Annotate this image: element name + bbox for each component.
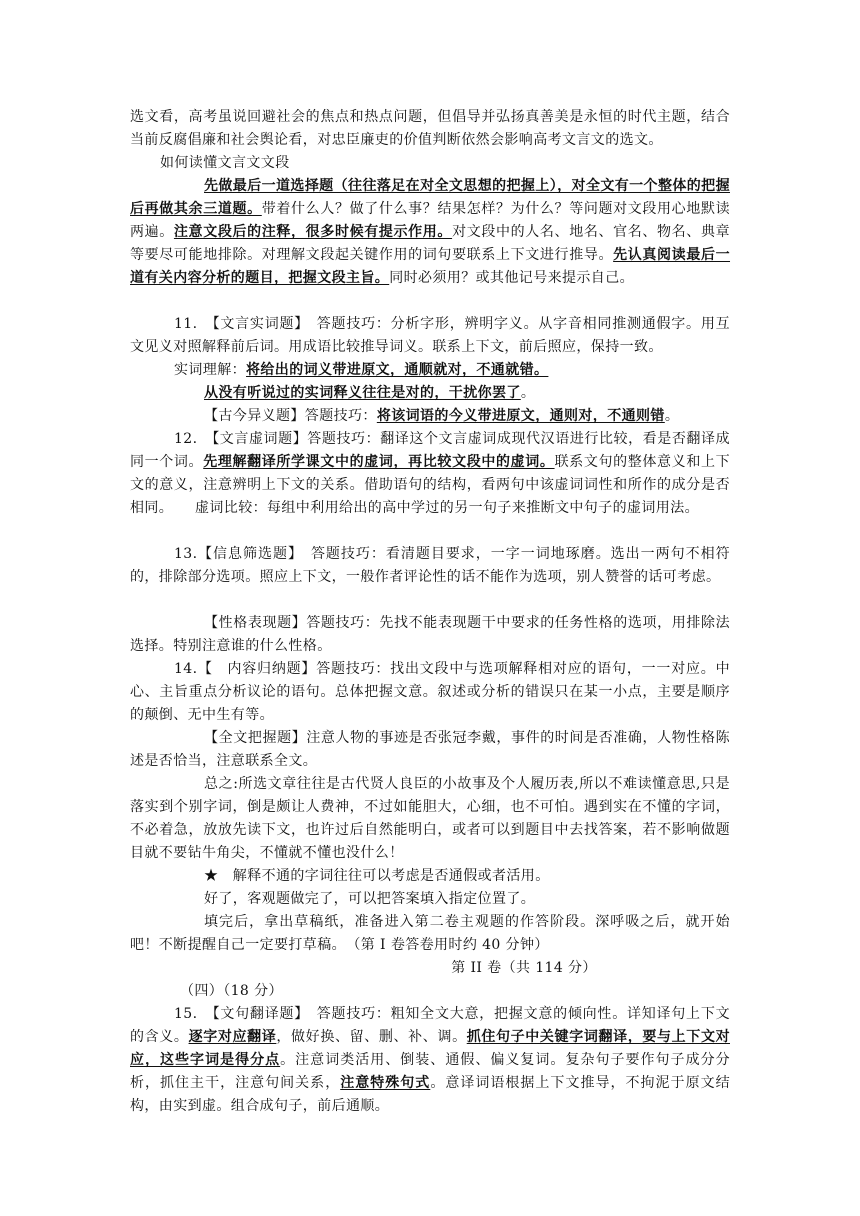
section-four-heading: （四）（18 分） [180, 983, 283, 999]
paragraph-objective-done: 好了，客观题做完了，可以把答案填入指定位置了。 [204, 891, 536, 907]
text-q15-intro: 15. 【文句翻译题】 答题技巧：粗知全文大意，把握文意的倾向性。详知译句上下文的含义。 [130, 1006, 730, 1045]
paragraph-q13: 13.【信息筛选题】 答题技巧：看清题目要求，一字一词地琢磨。选出一两句不相符的，排除部分选项。照应上下文，一般作者评论性的话不能作为选项，别人赞誉的话可考虑。 [130, 546, 730, 585]
text-period: 。 [664, 408, 680, 424]
emphasis-key-words: 抓住句子中关键字词翻译，要与上下文对应，这些字词是得分点 [130, 1029, 730, 1068]
text-marks: 同时必须用？或其他记号来提示自己。 [389, 270, 635, 286]
heading-how-to-read: 如何读懂文言文文段 [160, 155, 290, 171]
emphasis-last-question-first: 先做最后一道选择题（往往落足在对全文思想的把握上），对全文有一个整体的把握后再做其余三道题。 [130, 178, 730, 217]
text-q12-rest: 联系文句的整体意义和上下文的意义，注意辨明上下文的关系。借助语句的结构，看两句中该虚词词性和所作的成分是否相同。 虚词比较：每组中利用给出的高中学过的另一句子来推断文中句子的虚词用法。 [130, 454, 730, 516]
paragraph-ancient-modern [130, 405, 730, 428]
paragraph-reading-steps [130, 175, 730, 290]
paragraph-character: 【性格表现题】答题技巧：先找不能表现题干中要求的任务性格的选项，用排除法选择。特别注意谁的什么性格。 [130, 615, 730, 654]
text-q12-intro: 12. 【文言虚词题】答题技巧：翻译这个文言虚词成现代汉语进行比较，看是否翻译成同一个词。 [130, 431, 730, 470]
emphasis-notes: 注意文段后的注释，很多时候有提示作用。 [173, 224, 453, 240]
label-content-words: 实词理解： [174, 362, 246, 378]
text-read-twice: 带着什么人？做了什么事？结果怎样？为什么？等问题对文段用心地默读两遍。 [130, 201, 730, 240]
label-ancient-modern: 【古今异义题】答题技巧： [204, 408, 377, 424]
paragraph-summary: 总之:所选文章往往是古代贤人良臣的小故事及个人履历表,所以不难读懂意思,只是落实到个别字词，倒是颇让人费神，不过如能胆大，心细，也不可怕。遇到实在不懂的字词，不必着急，放放先读下文，也许过后自然能明白，或者可以到题目中去找答案，若不影响做题目就不要钻牛角尖，不懂就不懂也没什么！ [130, 776, 730, 861]
text-q15-grammar: 。注意词类活用、倒装、通假、偏义复词。复杂句子要作句子成分分析，抓住主干，注意句间关系， [130, 1052, 731, 1091]
paragraph-q15 [130, 1003, 730, 1118]
emphasis-special-sentences: 注意特殊句式 [340, 1075, 431, 1091]
paragraph-draft: 填完后，拿出草稿纸，准备进入第二卷主观题的作答阶段。深呼吸之后，就开始吧！不断提醒自己一定要打草稿。 （第 I 卷答卷用时约 40 分钟） [130, 914, 730, 953]
text-q15-methods: ，做好换、留、删、补、调。 [276, 1029, 467, 1045]
paragraph-q12 [130, 428, 730, 520]
section-title-volume-2: 第 II 卷（共 114 分） [451, 960, 597, 976]
text-period: 。 [520, 385, 536, 401]
emphasis-word-by-word: 逐字对应翻译 [188, 1029, 277, 1045]
paragraph-content-words [130, 359, 730, 382]
text-exclude-names: 对文段中的人名、地名、官名、物名、典章等要尽可能地排除。对理解文段起关键作用的词句要联系上下文进行推导。 [130, 224, 730, 263]
emphasis-content-words: 将给出的词义带进原文，通顺就对，不通就错。 [246, 362, 549, 378]
paragraph-distractor [130, 382, 730, 405]
emphasis-main-idea: 先认真阅读最后一道有关内容分析的题目，把握文段主旨。 [130, 247, 731, 286]
emphasis-function-words: 先理解翻译所学课文中的虚词，再比较文段中的虚词。 [203, 454, 555, 470]
emphasis-ancient-modern: 将该词语的今义带进原文，通则对，不通则错 [376, 408, 665, 424]
text-q15-rest: 。意译词语根据上下文推导，不拘泥于原文结构，由实到虚。组合成句子，前后通顺。 [130, 1075, 730, 1114]
paragraph-star-tip: ★ 解释不通的字词往往可以考虑是否通假或者活用。 [204, 868, 550, 884]
emphasis-distractor: 从没有听说过的实词释义往往是对的，干扰你罢了 [204, 385, 521, 401]
paragraph-whole-text: 【全文把握题】注意人物的事迹是否张冠李戴，事件的时间是否准确，人物性格陈述是否恰当，注意联系全文。 [130, 730, 730, 769]
paragraph-q14: 14.【 内容归纳题】答题技巧：找出文段中与选项解释相对应的语句，一一对应。中心、主旨重点分析议论的语句。总体把握文意。叙述或分析的错误只在某一小点，主要是顺序的颠倒、无中生有等。 [130, 661, 730, 723]
paragraph-intro: 选文看，高考虽说回避社会的焦点和热点问题，但倡导并弘扬真善美是永恒的时代主题，结合当前反腐倡廉和社会舆论看，对忠臣廉吏的价值判断依然会影响高考文言文的选文。 [130, 109, 730, 148]
paragraph-q11: 11. 【文言实词题】 答题技巧：分析字形，辨明字义。从字音相同推测通假字。用互文见义对照解释前后词。用成语比较推导词义。联系上下文，前后照应，保持一致。 [130, 316, 730, 355]
